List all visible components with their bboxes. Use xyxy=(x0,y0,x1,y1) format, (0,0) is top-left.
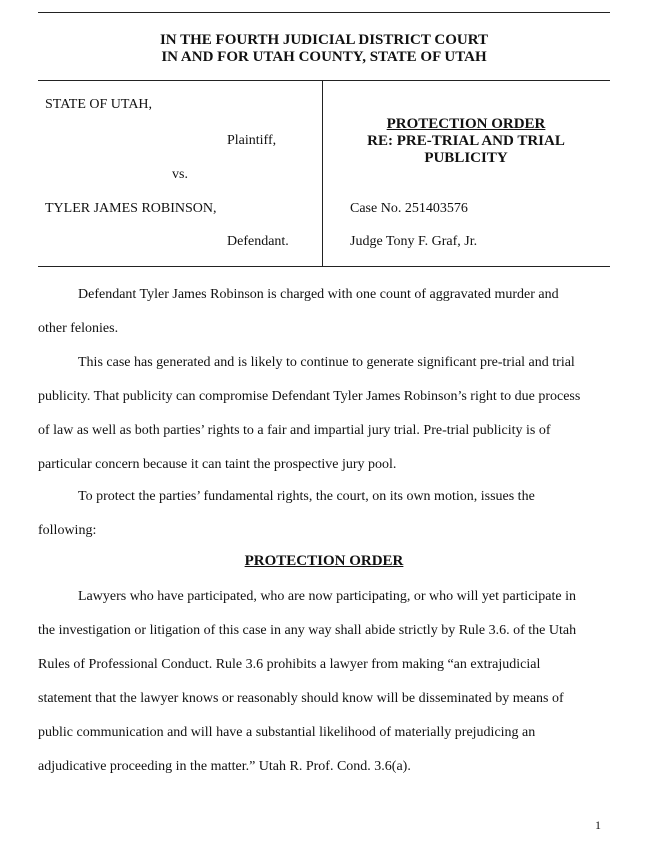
judge-name: Judge Tony F. Graf, Jr. xyxy=(350,234,478,249)
paragraph-2 xyxy=(38,346,610,482)
caption-bottom-rule xyxy=(38,266,610,267)
paragraph-line: other felonies. xyxy=(38,321,119,336)
paragraph-line: To protect the parties’ fundamental rights, the court, on its own motion, issues the xyxy=(78,489,535,504)
versus-label: vs. xyxy=(172,167,188,182)
paragraph-line: Defendant Tyler James Robinson is charged with one count of aggravated murder and xyxy=(78,287,559,302)
paragraph-line: following: xyxy=(38,523,97,538)
order-subtitle-1: RE: PRE-TRIAL AND TRIAL xyxy=(367,133,565,149)
paragraph-line: Rules of Professional Conduct. Rule 3.6 prohibits a lawyer from making “an extrajudicial xyxy=(38,657,541,672)
plaintiff-role: Plaintiff, xyxy=(227,133,277,148)
paragraph-line: public communication and will have a substantial likelihood of materially prejudicing an xyxy=(38,725,536,740)
paragraph-line: statement that the lawyer knows or reasonably should know will be disseminated by means of xyxy=(38,691,564,706)
page-number: 1 xyxy=(595,818,601,832)
order-subtitle-2: PUBLICITY xyxy=(424,150,508,166)
case-number: Case No. 251403576 xyxy=(350,201,468,216)
order-title: PROTECTION ORDER xyxy=(386,116,546,132)
paragraph-line: the investigation or litigation of this case in any way shall abide strictly by Rule 3.6. of the Utah xyxy=(38,623,577,638)
paragraph-line: Lawyers who have participated, who are now participating, or who will yet participate in xyxy=(78,589,576,604)
top-rule xyxy=(38,12,610,13)
paragraph-line: of law as well as both parties’ rights to a fair and impartial jury trial. Pre-trial publicity is of xyxy=(38,423,551,438)
plaintiff-name: STATE OF UTAH, xyxy=(45,97,153,112)
court-name-line-1: IN THE FOURTH JUDICIAL DISTRICT COURT xyxy=(159,32,489,48)
defendant-name: TYLER JAMES ROBINSON, xyxy=(45,201,217,216)
caption-divider xyxy=(322,80,323,266)
paragraph-1 xyxy=(38,278,610,346)
caption-top-rule xyxy=(38,80,610,81)
paragraph-line: adjudicative proceeding in the matter.” Utah R. Prof. Cond. 3.6(a). xyxy=(38,759,411,774)
paragraph-line: particular concern because it can taint the prospective jury pool. xyxy=(38,457,397,472)
paragraph-line: publicity. That publicity can compromise Defendant Tyler James Robinson’s right to due process xyxy=(38,389,581,404)
paragraph-4 xyxy=(38,580,610,784)
paragraph-line: This case has generated and is likely to continue to generate significant pre-trial and trial xyxy=(78,355,575,370)
court-name-line-2: IN AND FOR UTAH COUNTY, STATE OF UTAH xyxy=(161,49,487,65)
section-heading: PROTECTION ORDER xyxy=(244,553,404,569)
defendant-role: Defendant. xyxy=(227,234,289,249)
paragraph-3 xyxy=(38,480,610,548)
